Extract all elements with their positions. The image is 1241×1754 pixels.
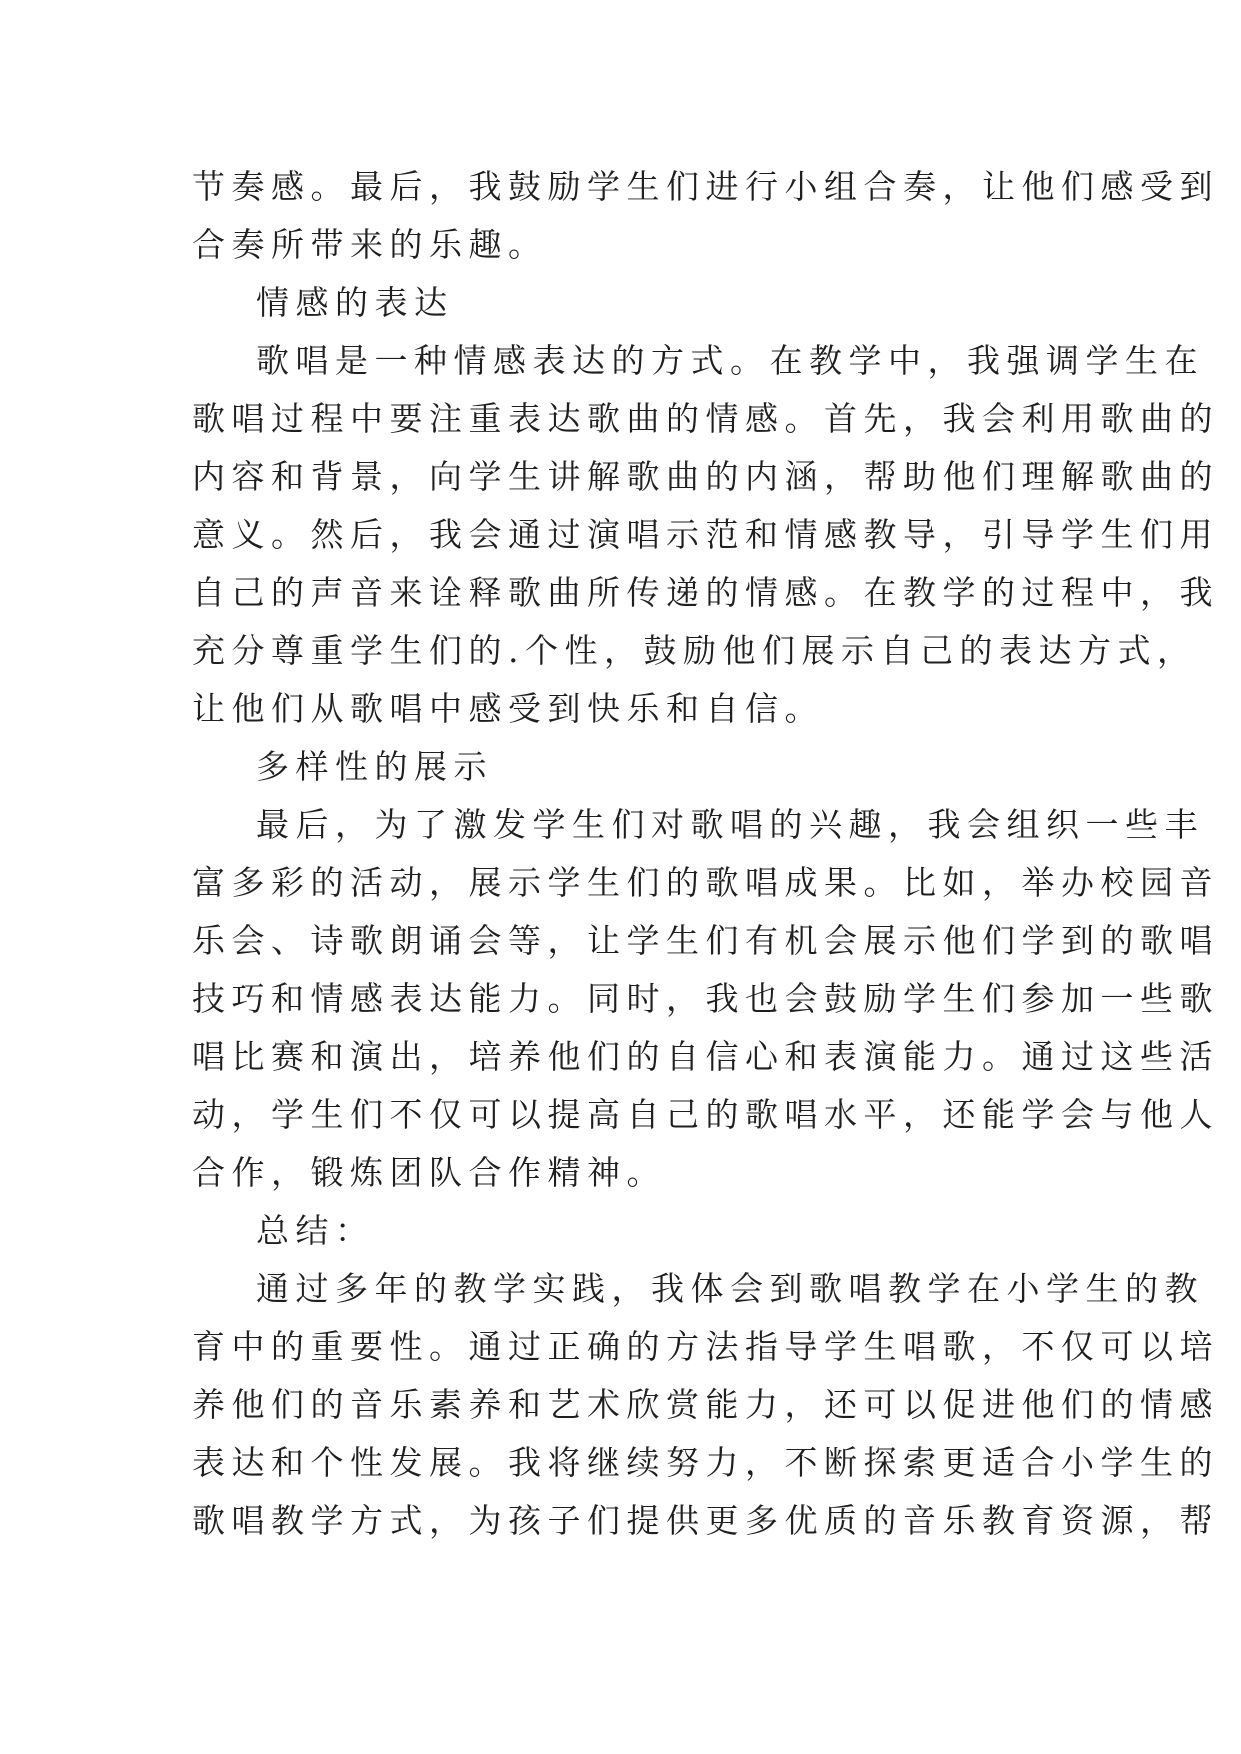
text-line: 最后，为了激发学生们对歌唱的兴趣，我会组织一些丰: [256, 805, 1204, 844]
text-line: 乐会、诗歌朗诵会等，让学生们有机会展示他们学到的歌唱: [192, 921, 1219, 960]
text-line: 唱比赛和演出，培养他们的自信心和表演能力。通过这些活: [192, 1037, 1219, 1076]
text-line: 歌唱过程中要注重表达歌曲的情感。首先，我会利用歌曲的: [192, 399, 1219, 438]
text-line: 自己的声音来诠释歌曲所传递的情感。在教学的过程中，我: [192, 573, 1219, 612]
text-line: 让他们从歌唱中感受到快乐和自信。: [192, 689, 824, 728]
text-line: 节奏感。最后，我鼓励学生们进行小组合奏，让他们感受到: [192, 167, 1219, 206]
text-line: 富多彩的活动，展示学生们的歌唱成果。比如，举办校园音: [192, 863, 1219, 902]
text-line: 技巧和情感表达能力。同时，我也会鼓励学生们参加一些歌: [192, 979, 1219, 1018]
text-line: 充分尊重学生们的.个性，鼓励他们展示自己的表达方式，: [192, 631, 1197, 670]
text-line: 通过多年的教学实践，我体会到歌唱教学在小学生的教: [256, 1269, 1204, 1308]
text-line: 歌唱教学方式，为孩子们提供更多优质的音乐教育资源，帮: [192, 1501, 1219, 1540]
document-page: [192, 158, 1219, 1550]
text-line: 总结：: [256, 1211, 375, 1250]
document-body: [192, 158, 1219, 1550]
text-line: 育中的重要性。通过正确的方法指导学生唱歌，不仅可以培: [192, 1327, 1219, 1366]
text-line: 表达和个性发展。我将继续努力，不断探索更适合小学生的: [192, 1443, 1219, 1482]
text-line: 情感的表达: [256, 283, 454, 322]
text-line: 内容和背景，向学生讲解歌曲的内涵，帮助他们理解歌曲的: [192, 457, 1219, 496]
text-line: 多样性的展示: [256, 747, 493, 786]
text-line: 合作，锻炼团队合作精神。: [192, 1153, 666, 1192]
text-line: 歌唱是一种情感表达的方式。在教学中，我强调学生在: [256, 341, 1204, 380]
text-line: 意义。然后，我会通过演唱示范和情感教导，引导学生们用: [192, 515, 1219, 554]
text-line: 合奏所带来的乐趣。: [192, 225, 548, 264]
text-line: 养他们的音乐素养和艺术欣赏能力，还可以促进他们的情感: [192, 1385, 1219, 1424]
text-line: 动，学生们不仅可以提高自己的歌唱水平，还能学会与他人: [192, 1095, 1219, 1134]
